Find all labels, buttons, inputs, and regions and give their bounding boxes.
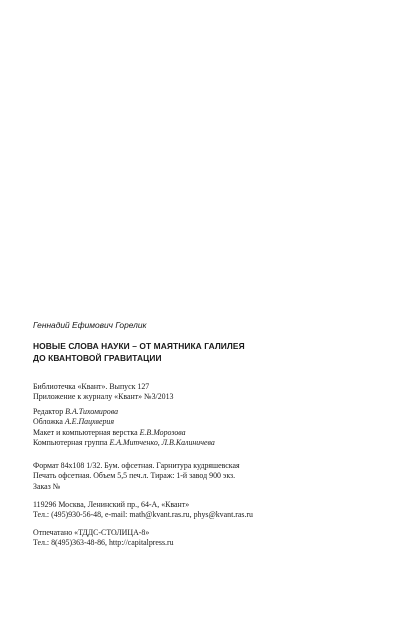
credit-editor-label: Редактор [33,407,64,416]
printer-name: Отпечатано «ТДДС-СТОЛИЦА-8» [33,528,150,537]
printer-info [33,528,174,549]
author-name: Геннадий Ефимович Горелик [33,320,147,330]
print-info-order: Заказ № [33,481,61,491]
print-info [33,461,240,492]
credit-group-label: Компьютерная группа [33,437,108,447]
credit-cover [33,417,215,427]
credit-cover-label: Обложка [33,417,63,427]
credit-editor [33,407,215,417]
credit-cover-name: А.Е.Пацхверия [64,417,115,427]
book-title [33,341,245,364]
book-title-line-1: НОВЫЕ СЛОВА НАУКИ – ОТ МАЯТНИКА ГАЛИЛЕЯ [33,341,245,351]
credit-group-names: Е.А.Митченко, Л.В.Калиничева [109,437,215,447]
publisher-address-line: 119296 Москва, Ленинский пр., 64-А, «Квант» [33,500,190,509]
book-title-line-2: ДО КВАНТОВОЙ ГРАВИТАЦИИ [33,352,162,363]
credit-group [33,438,215,448]
printer-contacts: Тел.: 8(495)363-48-86, http://capitalpress.ru [33,538,174,548]
credit-layout [33,428,215,438]
publisher-contacts: Тел.: (495)930-56-48, e-mail: math@kvant.ras.ru, phys@kvant.ras.ru [33,510,253,520]
credit-layout-name: Е.В.Морозова [139,427,186,437]
credit-layout-label: Макет и компьютерная верстка [33,427,138,437]
print-info-format: Формат 84х108 1/32. Бум. офсетная. Гарнитура кудряшевская [33,461,240,470]
credits [33,407,215,448]
series-library: Библиотечка «Квант». Выпуск 127 [33,382,150,391]
credit-editor-name: В.А.Тихомирова [65,407,119,416]
print-info-volume: Печать офсетная. Объем 5,5 печ.л. Тираж: 1-й завод 900 экз. [33,471,236,481]
series-info [33,382,174,403]
publisher-address [33,500,253,521]
series-supplement: Приложение к журналу «Квант» №3/2013 [33,392,174,402]
